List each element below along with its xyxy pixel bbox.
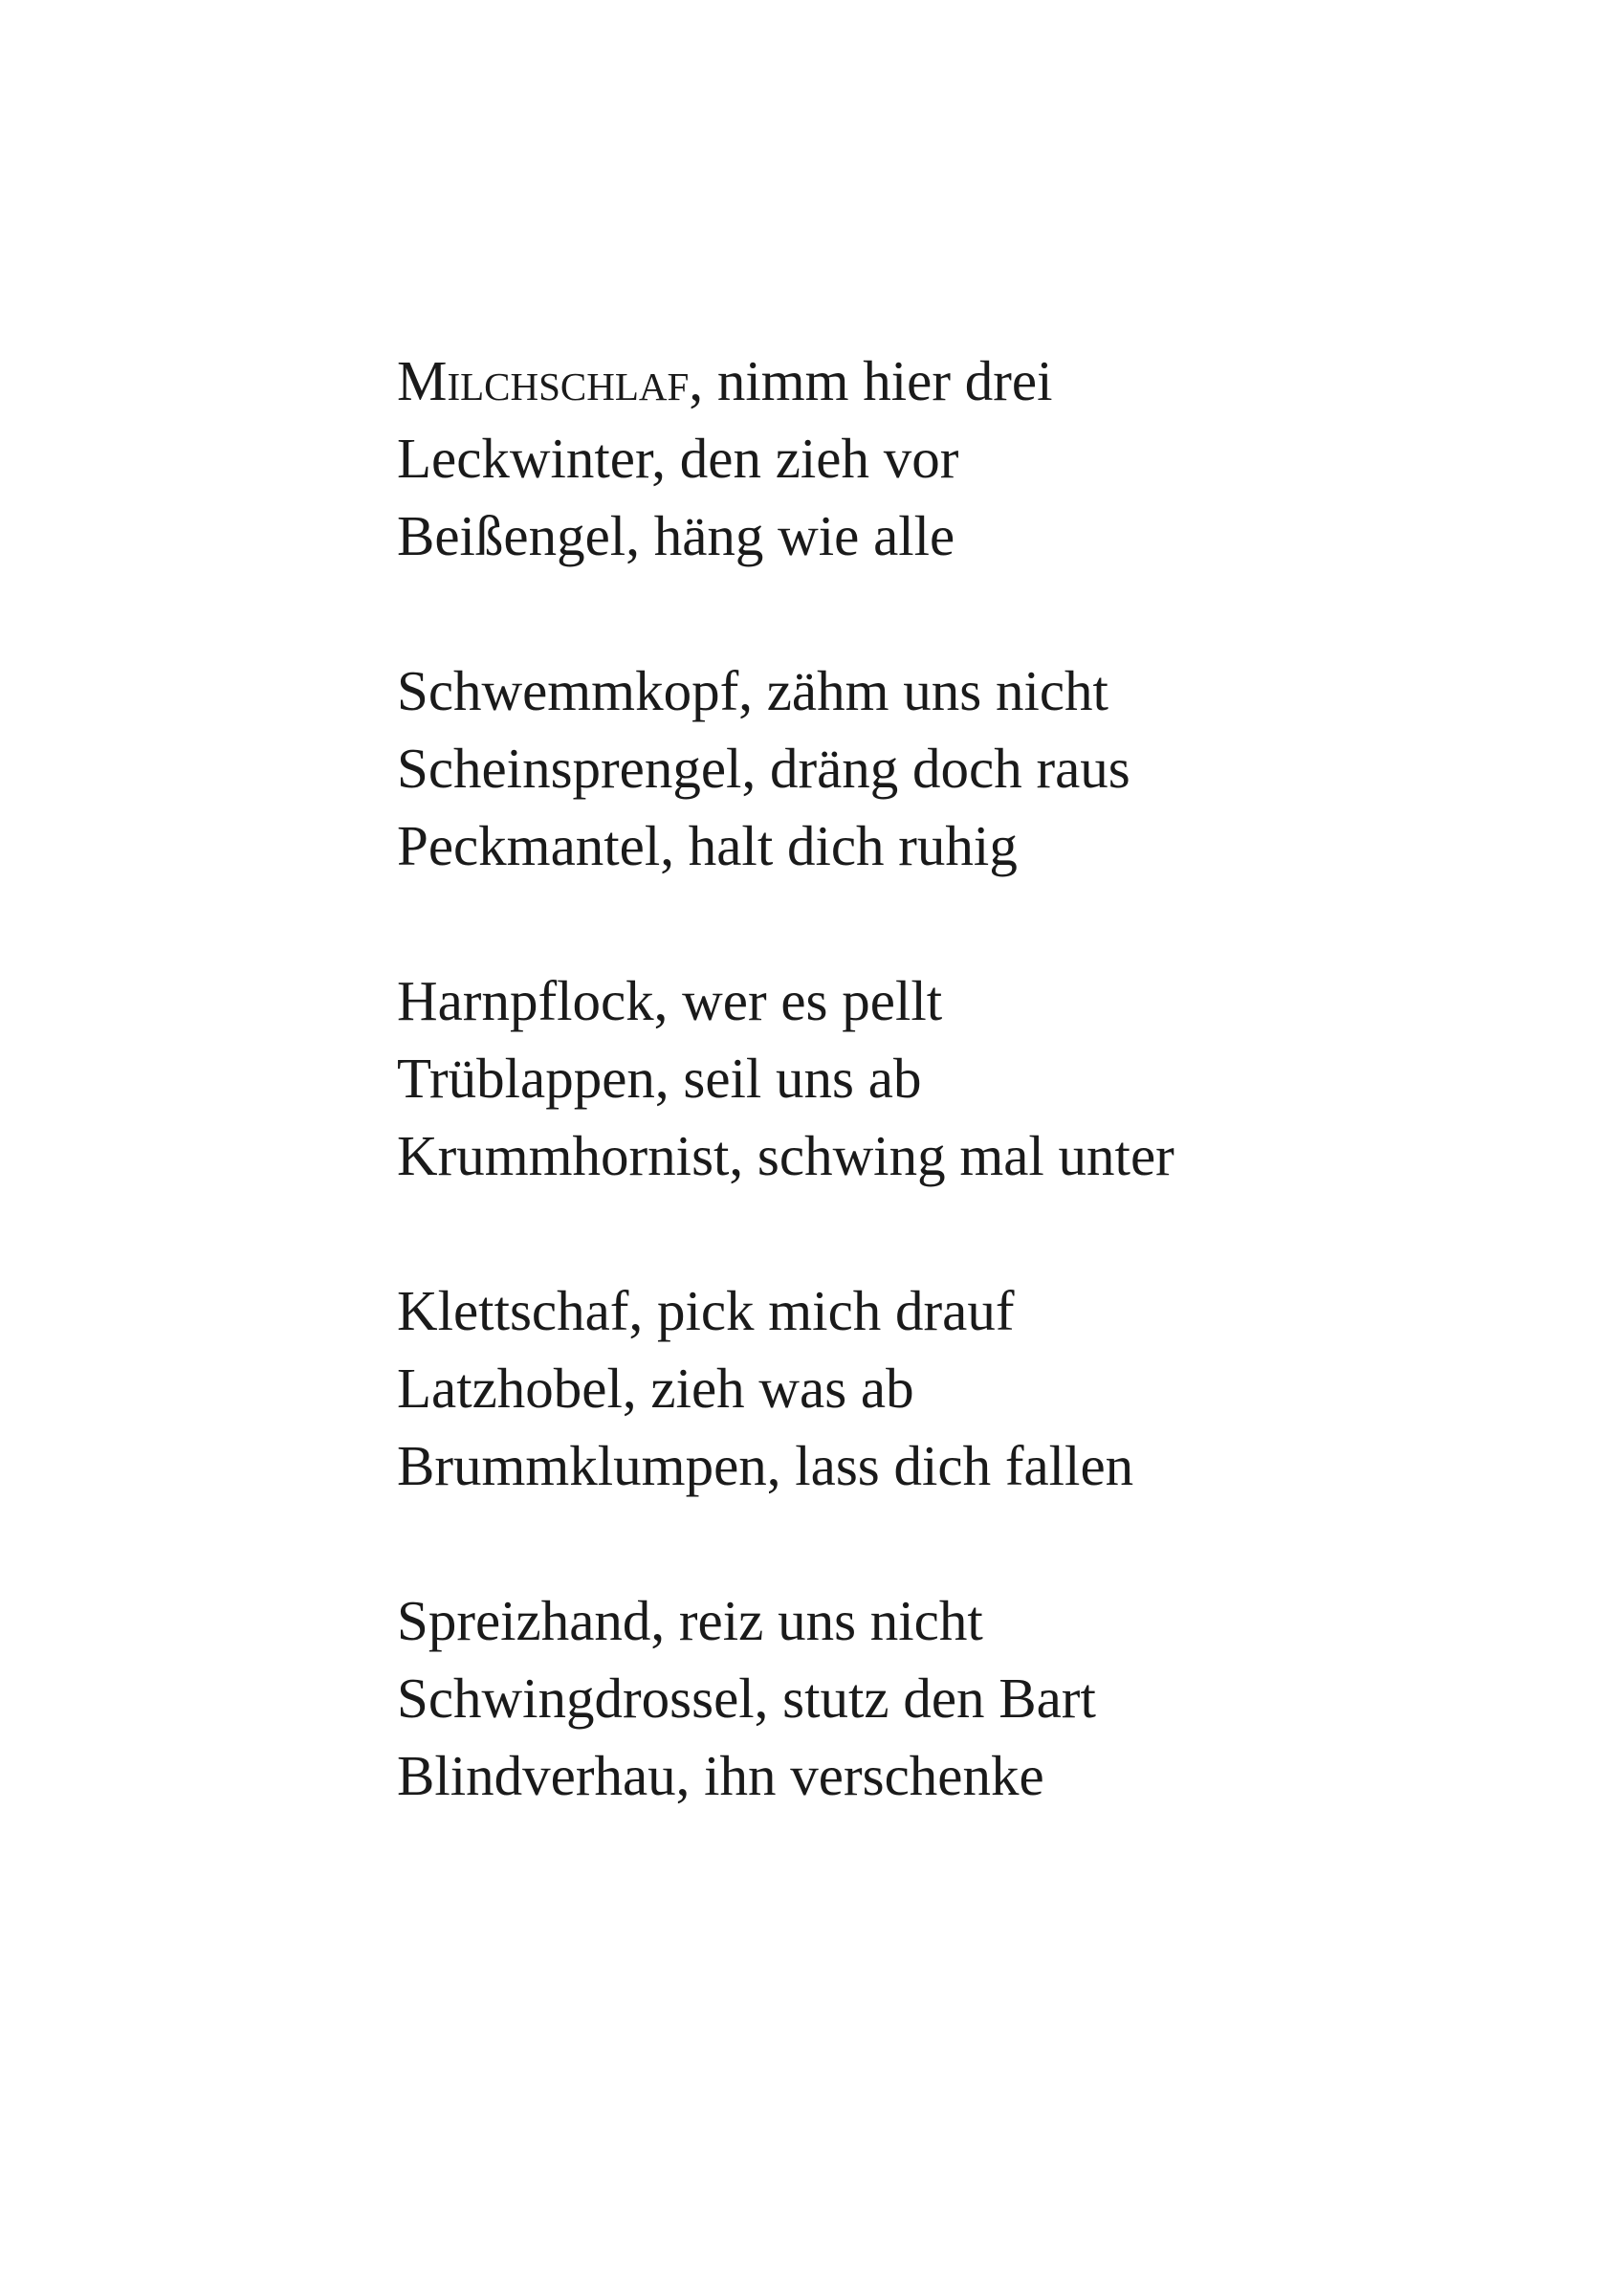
- stanza-5: [397, 1582, 1449, 1815]
- stanza-4: [397, 1272, 1449, 1505]
- poem-line: Scheinsprengel, dräng doch raus: [397, 737, 1130, 800]
- poem-first-word: Milchschlaf: [397, 349, 690, 412]
- poem-line: Krummhornist, schwing mal unter: [397, 1124, 1174, 1187]
- poem-line: Beißengel, häng wie alle: [397, 504, 955, 567]
- poem-line: [397, 342, 1449, 420]
- poem-line: Leckwinter, den zieh vor: [397, 427, 959, 490]
- poem-line: Harnpflock, wer es pellt: [397, 969, 943, 1032]
- poem-line: Schwingdrossel, stutz den Bart: [397, 1667, 1096, 1730]
- stanza-2: [397, 652, 1449, 885]
- poem-line: Latzhobel, zieh was ab: [397, 1357, 914, 1420]
- poem-line: Spreizhand, reiz uns nicht: [397, 1589, 983, 1652]
- poem-line: Blindverhau, ihn verschenke: [397, 1744, 1044, 1807]
- stanza-3: [397, 962, 1449, 1195]
- poem-line: Peckmantel, halt dich ruhig: [397, 814, 1018, 877]
- poem: [397, 342, 1449, 1892]
- poem-line: Schwemmkopf, zähm uns nicht: [397, 659, 1108, 722]
- poem-line-text: , nimm hier drei: [689, 349, 1053, 412]
- stanza-1: [397, 342, 1449, 575]
- poem-line: Klettschaf, pick mich drauf: [397, 1279, 1015, 1342]
- poem-line: Trüblappen, seil uns ab: [397, 1047, 922, 1110]
- poem-line: Brummklumpen, lass dich fallen: [397, 1434, 1134, 1497]
